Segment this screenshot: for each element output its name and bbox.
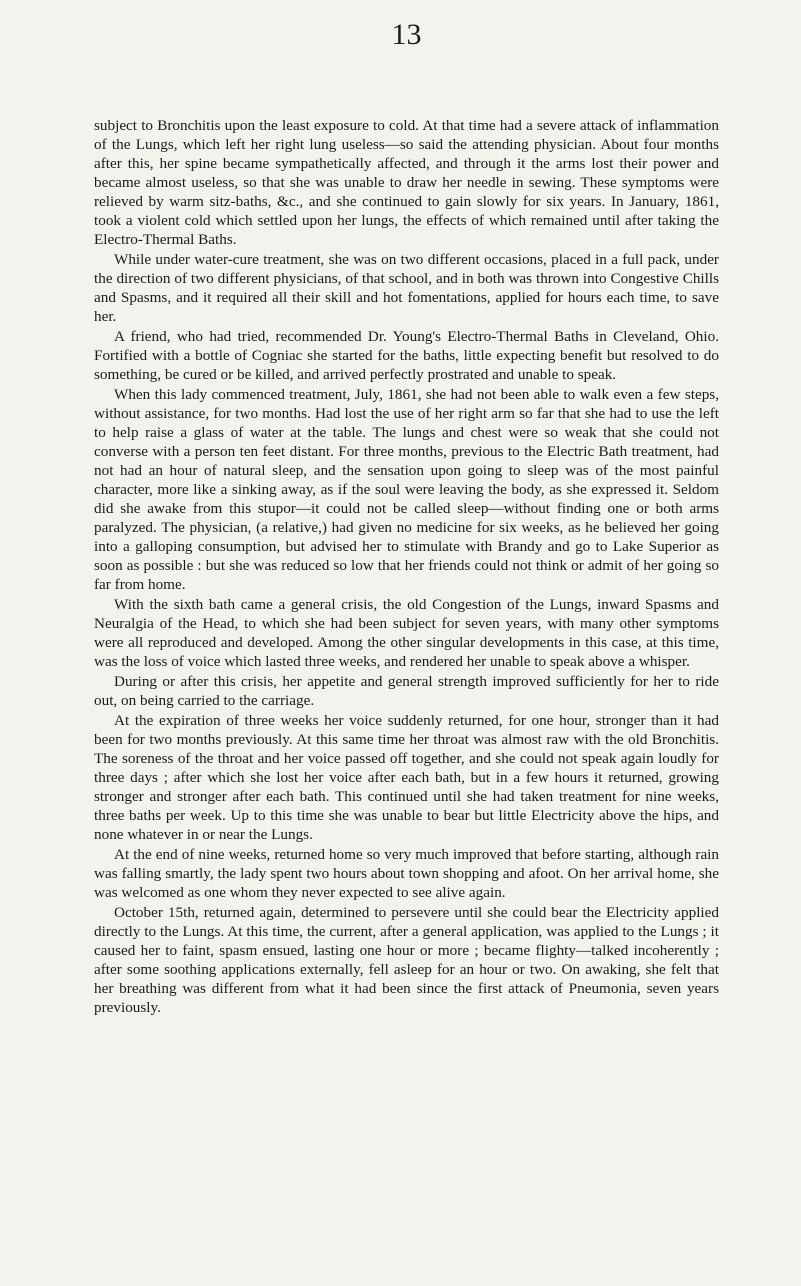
body-text (94, 116, 719, 1017)
paragraph: At the expiration of three weeks her voice suddenly returned, for one hour, stronger than it had been for two months previously. At this same time her throat was almost raw with the old Bronchitis. The soreness of the throat and her voice passed off together, and she could not speak again loudly for three days ; after which she lost her voice after each bath, but in a few hours it returned, growing stronger and stronger after each bath. This continued until she had taken treatment for nine weeks, three baths per week. Up to this time she was unable to bear but little Electricity above the hips, and none whatever in or near the Lungs. (94, 712, 719, 843)
paragraph: October 15th, returned again, determined to persevere until she could bear the Electricity applied directly to the Lungs. At this time, the current, after a general application, was applied to the Lungs ; it caused her to faint, spasm ensued, lasting one hour or more ; became flighty—talked incoherently ; after some soothing applications externally, fell asleep for an hour or two. On awaking, she felt that her breathing was different from what it had been since the first attack of Pneumonia, seven years previously. (94, 904, 719, 1016)
paragraph: A friend, who had tried, recommended Dr. Young's Electro-Thermal Baths in Cleveland, Ohio. Fortified with a bottle of Cogniac she started for the baths, little expecting benefit but resolved to do something, be cured or be killed, and arrived perfectly prostrated and unable to speak. (94, 328, 719, 383)
page-number: 13 (391, 18, 422, 51)
paragraph: While under water-cure treatment, she was on two different occasions, placed in a full pack, under the direction of two different physicians, of that school, and in both was thrown into Congestive Chills and Spasms, and it required all their skill and hot fomentations, applied for hours each time, to save her. (94, 251, 719, 325)
paragraph: subject to Bronchitis upon the least exposure to cold. At that time had a severe attack of inflammation of the Lungs, which left her right lung useless—so said the attending physician. About four months after this, her spine became sympathetically affected, and through it the arms lost their power and became almost useless, so that she was unable to draw her needle in sewing. These symptoms were relieved by warm sitz-baths, &c., and she continued to gain slowly for six years. In January, 1861, took a violent cold which settled upon her lungs, the effects of which remained until after taking the Electro-Thermal Baths. (94, 117, 719, 248)
paragraph: With the sixth bath came a general crisis, the old Congestion of the Lungs, inward Spasms and Neuralgia of the Head, to which she had been subject for seven years, with many other symptoms were all reproduced and developed. Among the other singular developments in this case, at this time, was the loss of voice which lasted three weeks, and rendered her unable to speak above a whisper. (94, 596, 719, 670)
paragraph: At the end of nine weeks, returned home so very much improved that before starting, although rain was falling smartly, the lady spent two hours about town shopping and afoot. On her arrival home, she was welcomed as one whom they never expected to see alive again. (94, 846, 719, 901)
paragraph: When this lady commenced treatment, July, 1861, she had not been able to walk even a few steps, without assistance, for two months. Had lost the use of her right arm so far that she had to use the left to help raise a glass of water at the table. The lungs and chest were so weak that she could not converse with a person ten feet distant. For three months, previous to the Electric Bath treatment, had not had an hour of natural sleep, and the sensation upon going to sleep was of the most painful character, more like a sinking away, as if the soul were leaving the body, as she expressed it. Seldom did she awake from this stupor—it could not be called sleep—without finding one or both arms paralyzed. The physician, (a relative,) had given no medicine for six weeks, as he believed her going into a galloping consumption, but advised her to stimulate with Brandy and go to Lake Superior as soon as possible : but she was reduced so low that her friends could not think or admit of her going so far from home. (94, 386, 719, 593)
paragraph: During or after this crisis, her appetite and general strength improved sufficiently for her to ride out, on being carried to the carriage. (94, 673, 719, 709)
